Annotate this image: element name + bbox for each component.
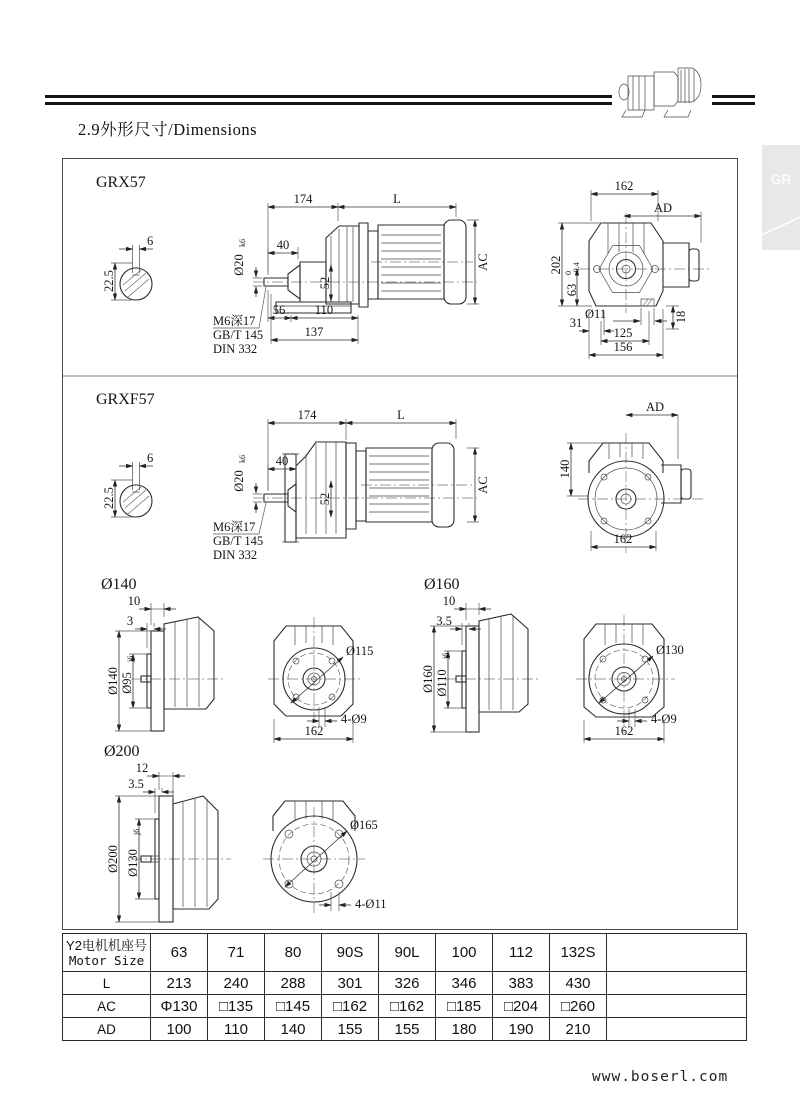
dim-label: 10	[127, 594, 141, 608]
grxf57-end-view	[558, 400, 703, 553]
table-cell	[607, 972, 747, 995]
dim-fit-label: j6	[126, 655, 135, 662]
f200-front-view	[263, 801, 386, 915]
std-label: DIN 332	[213, 342, 258, 356]
table-col-header: 90L	[379, 934, 436, 972]
dim-label: 174	[293, 192, 313, 206]
dim-label: Ø20	[232, 470, 246, 492]
dim-label: 22.5	[102, 487, 116, 509]
dim-fit-label: j6	[132, 828, 141, 835]
std-label: GB/T 145	[213, 534, 264, 548]
edge-tab-gr	[762, 145, 800, 250]
dim-label: 140	[558, 459, 572, 479]
dim-label: 3.5	[436, 614, 452, 628]
table-cell: □162	[379, 995, 436, 1018]
dim-label: Ø11	[585, 307, 607, 321]
dim-label: Ø200	[106, 845, 120, 873]
dim-label: 110	[314, 303, 334, 317]
dim-label: Ø165	[350, 818, 378, 832]
table-row-AD	[63, 1018, 747, 1041]
dim-label: Ø130	[126, 849, 140, 877]
table-col-header: 63	[151, 934, 208, 972]
table-col-header: 132S	[550, 934, 607, 972]
f160-side-view	[421, 594, 541, 732]
f200-side-view	[106, 761, 231, 922]
table-header-en: Motor Size	[68, 952, 145, 968]
table-cell	[607, 1018, 747, 1041]
table-cell: 213	[151, 972, 208, 995]
table-cell: 110	[208, 1018, 265, 1041]
table-cell: □260	[550, 995, 607, 1018]
dim-label: 10	[442, 594, 456, 608]
website-url: www.boserl.com	[592, 1069, 729, 1085]
dim-label: L	[397, 408, 405, 422]
dim-label: 31	[569, 316, 583, 330]
table-header-motor-size	[63, 934, 151, 972]
dim-label: 162	[304, 724, 324, 738]
grx57-section	[96, 174, 709, 359]
table-cell: 383	[493, 972, 550, 995]
dim-label: 52	[318, 492, 332, 506]
dim-label: 174	[297, 408, 317, 422]
dim-label: 202	[549, 255, 563, 275]
dim-label: 3	[126, 614, 134, 628]
dim-label: 52	[318, 276, 332, 290]
table-cell: 180	[436, 1018, 493, 1041]
dim-label: 4-Ø9	[341, 712, 367, 726]
table-cell: 155	[379, 1018, 436, 1041]
dim-tol-label: -0.4	[572, 262, 581, 275]
f140-front-view	[268, 617, 373, 743]
dim-label: 63	[565, 283, 579, 297]
dim-label: Ø130	[656, 643, 684, 657]
dim-label: L	[393, 192, 401, 206]
table-cell: □185	[436, 995, 493, 1018]
tap-label: M6深17	[213, 314, 256, 328]
dim-label: 40	[276, 238, 290, 252]
dim-label: Ø95	[120, 672, 134, 694]
grxf57-shaft-detail	[102, 451, 153, 517]
grx57-title: GRX57	[96, 174, 146, 191]
grxf57-section	[96, 391, 703, 562]
table-cell: 346	[436, 972, 493, 995]
dim-label: Ø110	[435, 669, 449, 697]
f140-title: Ø140	[101, 576, 137, 593]
gearmotor-logo	[612, 58, 712, 120]
dim-label: 137	[304, 325, 324, 339]
std-label: GB/T 145	[213, 328, 264, 342]
table-cell: 100	[151, 1018, 208, 1041]
std-label: DIN 332	[213, 548, 258, 562]
dim-label: 3.5	[128, 777, 144, 791]
dim-label: 12	[135, 761, 149, 775]
dim-label: 6	[147, 451, 154, 465]
table-row-AC	[63, 995, 747, 1018]
grxf57-side-view	[213, 408, 490, 562]
drawings-svg	[63, 159, 737, 929]
dim-label: Ø140	[106, 667, 120, 695]
dim-label: AD	[653, 201, 673, 215]
table-cell: 326	[379, 972, 436, 995]
dim-label: 4-Ø9	[651, 712, 677, 726]
grx57-shaft-detail	[102, 234, 153, 300]
f160-title: Ø160	[424, 576, 460, 593]
f140-section	[101, 576, 373, 743]
f160-front-view	[576, 615, 684, 743]
dim-label: 40	[275, 454, 289, 468]
f200-section	[104, 743, 386, 922]
dim-label: 56	[272, 303, 286, 317]
table-row-label: AC	[63, 995, 151, 1018]
f160-section	[421, 576, 684, 743]
table-cell: Φ130	[151, 995, 208, 1018]
dim-fit-label: k6	[238, 455, 247, 463]
table-cell	[607, 995, 747, 1018]
table-col-header: 90S	[322, 934, 379, 972]
dim-label: 162	[614, 724, 634, 738]
table-cell: 288	[265, 972, 322, 995]
dim-label: 162	[614, 179, 634, 193]
dim-label: Ø20	[232, 254, 246, 276]
table-col-header: 71	[208, 934, 265, 972]
dim-label: Ø115	[346, 644, 374, 658]
dim-label: AC	[476, 476, 490, 494]
dimension-table	[62, 933, 747, 1041]
dim-label: 6	[147, 234, 154, 248]
drawings-box	[62, 158, 738, 930]
grx57-end-view	[549, 179, 709, 359]
table-cell: 430	[550, 972, 607, 995]
dim-fit-label: j6	[441, 652, 450, 659]
table-row-label: L	[63, 972, 151, 995]
table-header-cn: Y2电机机座号	[66, 937, 147, 953]
table-cell: 155	[322, 1018, 379, 1041]
dim-label: 4-Ø11	[355, 897, 387, 911]
edge-tab-label: GR	[770, 171, 792, 187]
table-row-label: AD	[63, 1018, 151, 1041]
edge-tab-diagonal	[762, 187, 800, 247]
table-col-header: 100	[436, 934, 493, 972]
dim-label: 162	[613, 532, 633, 546]
tap-label: M6深17	[213, 520, 256, 534]
dim-label: AC	[476, 253, 490, 271]
dim-label: Ø160	[421, 665, 435, 693]
table-col-header	[607, 934, 747, 972]
table-cell: □162	[322, 995, 379, 1018]
table-header-row	[63, 934, 747, 972]
page-title: 2.9外形尺寸/Dimensions	[78, 120, 258, 139]
table-cell: 210	[550, 1018, 607, 1041]
f140-side-view	[106, 594, 225, 731]
table-row-L	[63, 972, 747, 995]
dim-label: 156	[613, 340, 633, 354]
table-col-header: 80	[265, 934, 322, 972]
table-cell: 240	[208, 972, 265, 995]
table-cell: 140	[265, 1018, 322, 1041]
dim-label: AD	[645, 400, 665, 414]
table-col-header: 112	[493, 934, 550, 972]
table-cell: 301	[322, 972, 379, 995]
grxf57-title: GRXF57	[96, 391, 155, 408]
f200-title: Ø200	[104, 743, 140, 760]
dim-fit-label: k6	[238, 239, 247, 247]
dim-label: 18	[674, 310, 688, 324]
dim-label: 125	[613, 326, 633, 340]
grx57-side-view	[213, 192, 490, 356]
dim-tol-label: 0	[564, 271, 573, 275]
table-cell: □135	[208, 995, 265, 1018]
table-cell: □145	[265, 995, 322, 1018]
dim-label: 22.5	[102, 270, 116, 292]
table-cell: 190	[493, 1018, 550, 1041]
table-cell: □204	[493, 995, 550, 1018]
